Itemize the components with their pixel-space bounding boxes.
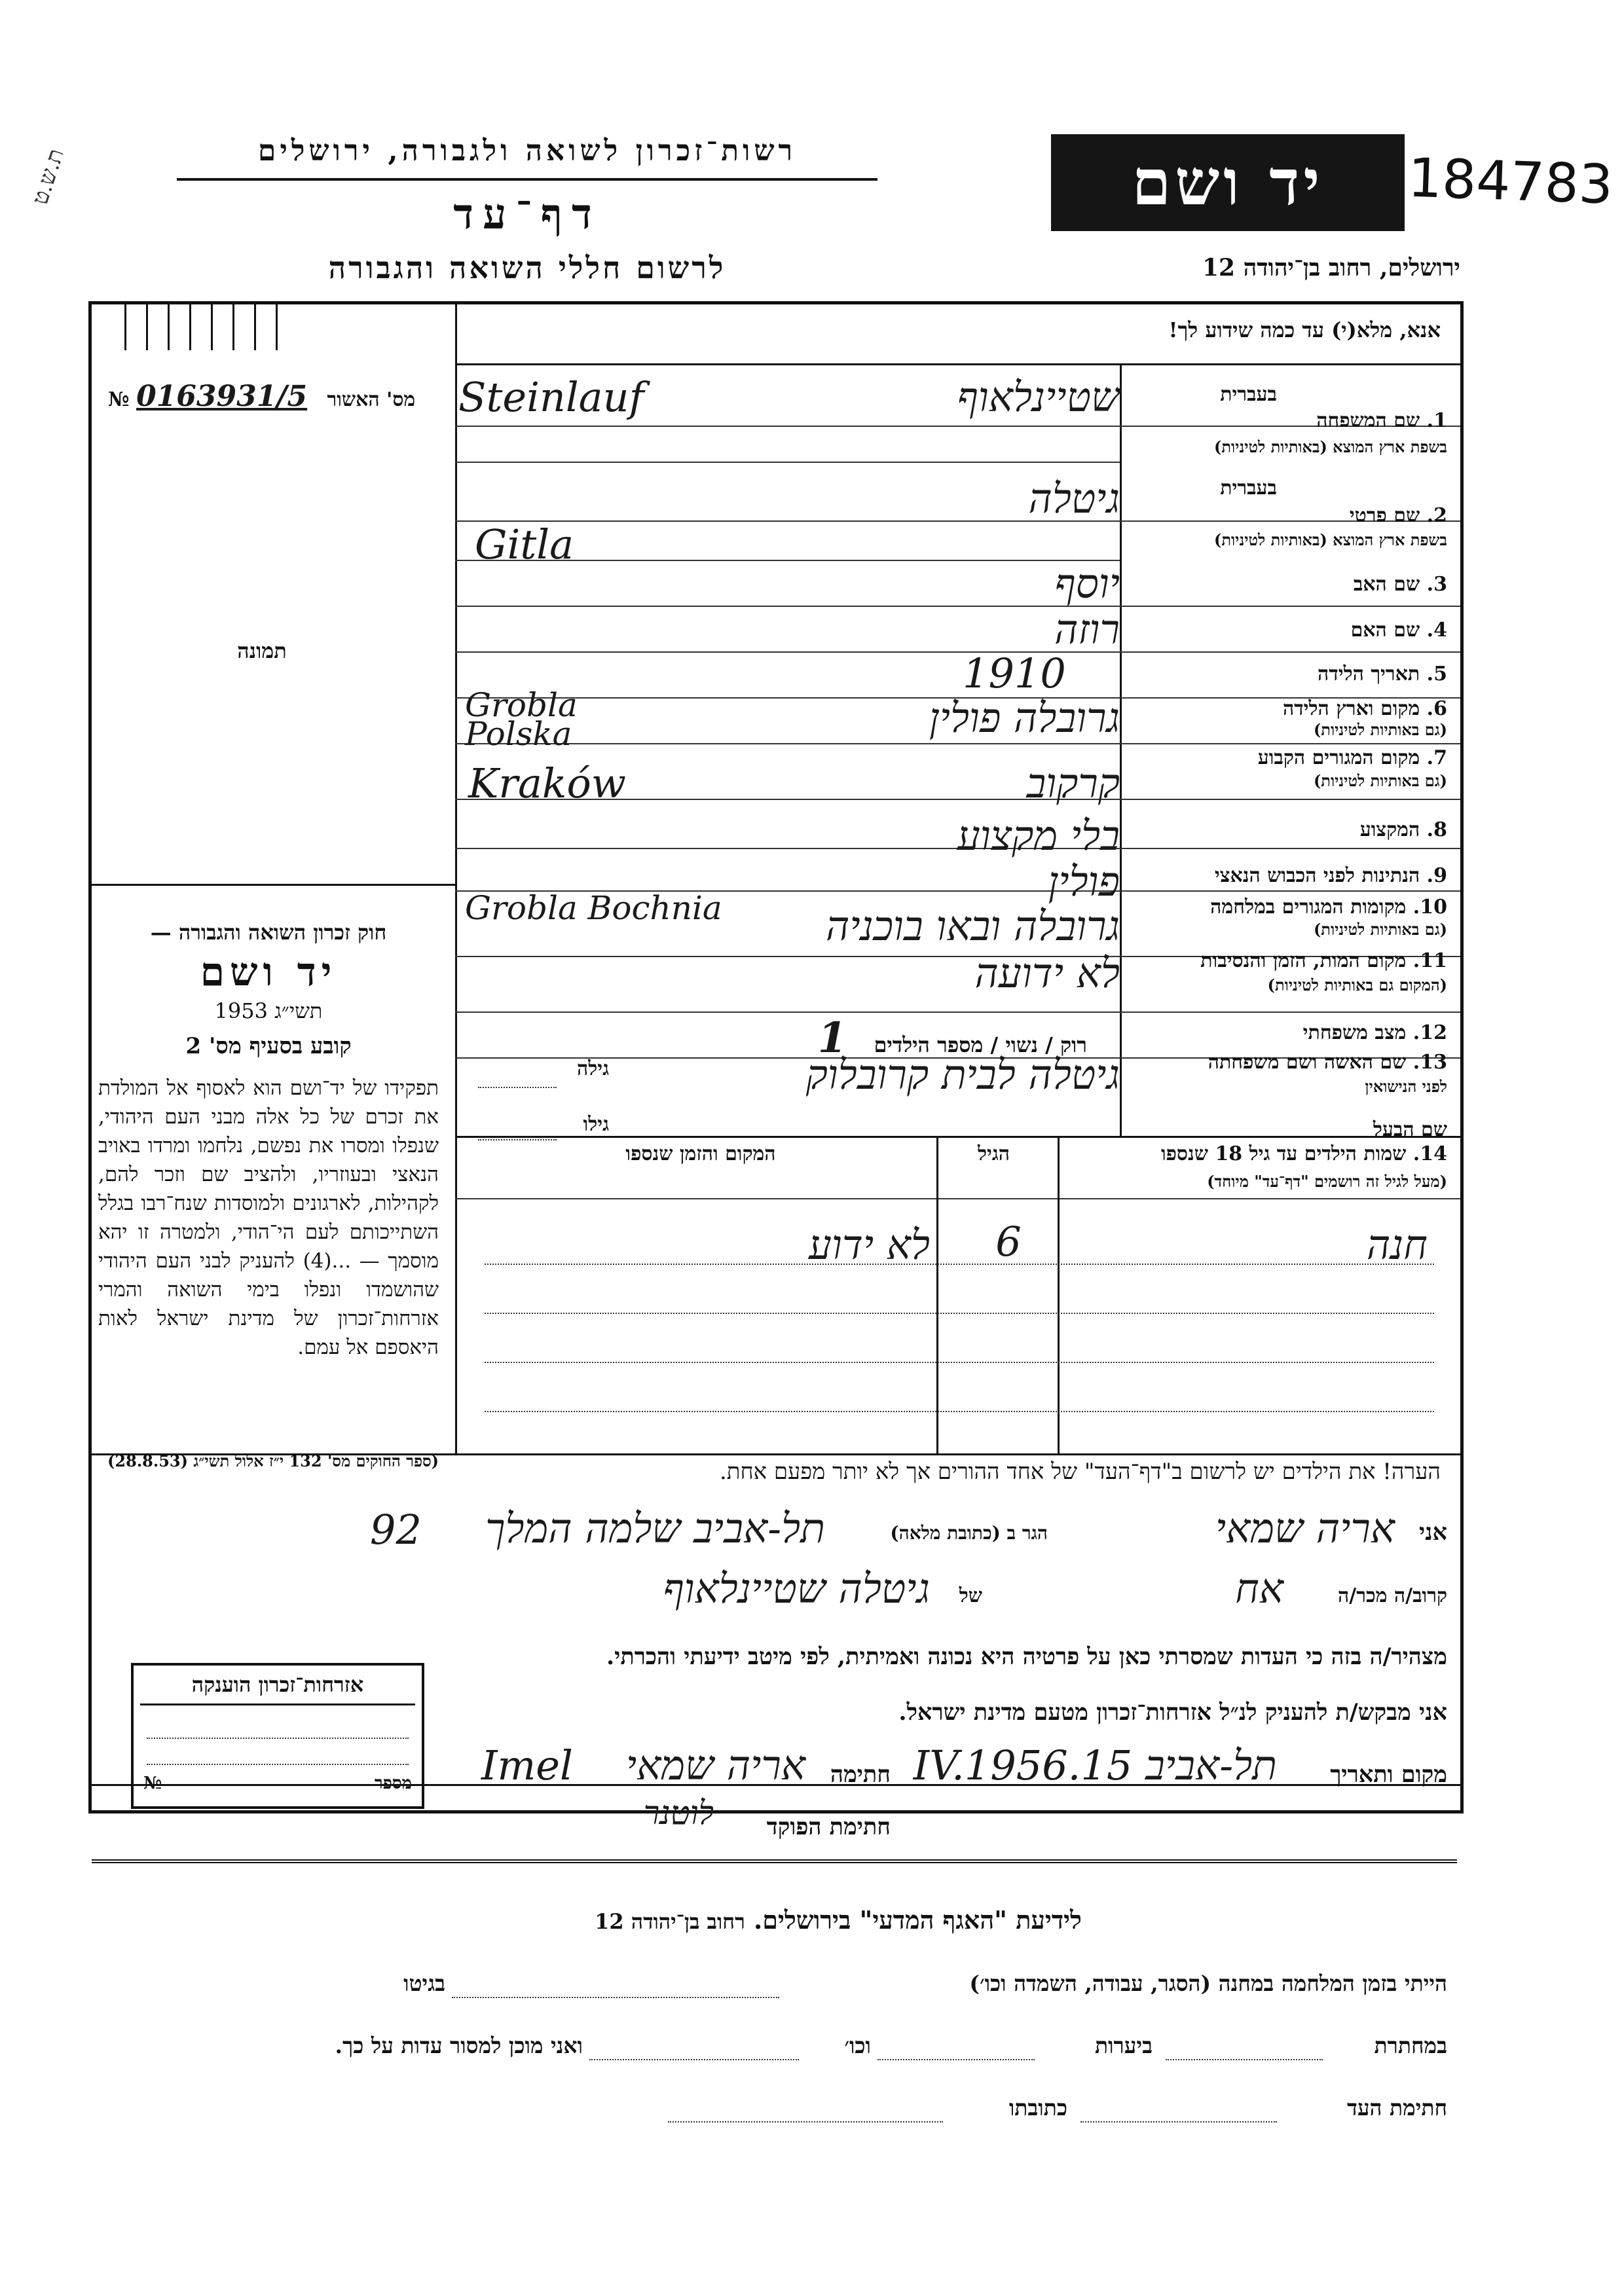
law-name: יד ושם — [200, 949, 337, 995]
approval-label: מס' האשור — [327, 388, 416, 411]
law-year-number: 1953 — [214, 998, 268, 1023]
f4-value: רוזה — [1054, 606, 1120, 653]
approval-value: 0163931/5 — [136, 380, 308, 413]
f3-label: 3. שם האב — [1353, 573, 1447, 596]
organization-name: רשות־זכרון לשואה ולגבורה, ירושלים — [257, 134, 797, 168]
officer-value: לוטנר — [643, 1794, 714, 1832]
children-row-line — [485, 1411, 1434, 1412]
witness-name: אריה שמאי — [1215, 1504, 1395, 1552]
code-boxes — [105, 304, 278, 357]
f10-note: (גם באותיות לטיניות) — [1313, 920, 1447, 939]
footer-line1: הייתי בזמן המלחמה במחנה (הסגר, עבודה, השמדה וכו׳) — [969, 1971, 1447, 1996]
f13-age-line — [478, 1087, 557, 1088]
instructions-text: אנא, מלא(י) עד כמה שידוע לך! — [1168, 318, 1441, 342]
footer-forests: ביערות — [1094, 2033, 1153, 2058]
children-header-rule — [455, 1198, 1460, 1199]
f7-value-latin: Kraków — [468, 759, 626, 807]
signature-mark: Imel — [481, 1741, 573, 1789]
footer-title-text: לידיעת "האגף המדעי" בירושלים. — [754, 1905, 1082, 1935]
footer-camp-line — [452, 1997, 779, 1998]
law-text: תפקידו של יד־ושם הוא לאסוף אל המולדת את זכרם של כל אלה מבני העם היהודי, שנפלו ומסרו את נפשם, נלחמו ומרדו באויב הנאצי ובעוזריו, ולהציב שם וזכר להם, לקהילות, לארגונים ולמוסדות שנח־רבו בגלל השתייכותם לעם הי־הודי, ולמטרה זו יהא מוסמך — ...(4) להעניק לבני העם היהודי שהושמדו ונפלו בימי השואה והמרי אזרחות־זכרון של מדינת ישראל לאות היאספם אל עמם. — [98, 1076, 439, 1359]
footer-address: רחוב בן־יהודה 12 — [595, 1909, 745, 1934]
footer-separator — [92, 1859, 1457, 1863]
registration-number: 184783 — [1407, 147, 1614, 217]
f12-options: רוק / נשוי / מספר הילדים — [874, 1032, 1087, 1057]
witness-of-value: גיטלה שטיינלאוף — [663, 1565, 930, 1613]
signature-label: חתימה — [830, 1761, 891, 1788]
f6-note: (גם באותיות לטיניות) — [1313, 720, 1447, 739]
citizenship-title: אזרחות־זכרון הוענקה — [140, 1672, 415, 1705]
f13-value: גיטלה לבית קרובלוק — [805, 1051, 1120, 1099]
footer-underground-line — [1166, 2059, 1323, 2060]
children-col-divider — [1058, 1136, 1060, 1453]
f1-value-hebrew: שטיינלאוף — [957, 373, 1120, 421]
husband-age-line — [478, 1139, 557, 1140]
footer-etc-line — [589, 2059, 799, 2060]
f14-note: (מעל לגיל זה רושמים "דף־עד" מיוחד) — [1207, 1172, 1447, 1191]
witness-ani: אני — [1418, 1519, 1447, 1546]
husband-label: שם הבעל — [1373, 1118, 1447, 1141]
f2-ivrit-label: בעברית — [1220, 477, 1277, 500]
f3-value: יוסף — [1054, 560, 1120, 608]
f2-label: 2. שם פרטי — [1349, 504, 1447, 527]
witness-relation-label: קרוב/ה מכר/ה — [1338, 1584, 1447, 1607]
f7-label: 7. מקום המגורים הקבוע — [1257, 746, 1447, 769]
photo-label: תמונה — [237, 638, 287, 663]
f4-label: 4. שם האם — [1350, 619, 1447, 642]
f10-label: 10. מקומות המגורים במלחמה — [1210, 896, 1447, 919]
children-row-line — [485, 1313, 1434, 1314]
witness-declaration: מצהיר/ה בזה כי העדות שמסרתי כאן על פרטיה היא נכונה ואמיתית, לפי מיטב ידיעתי והכרתי. — [606, 1643, 1447, 1670]
f1-label: 1. שם המשפחה — [1316, 409, 1447, 432]
witness-address: תל-אביב שלמה המלך — [485, 1504, 825, 1552]
footer-ghetto: בגיטו — [403, 1971, 445, 1996]
citizenship-box — [131, 1663, 424, 1809]
law-section: קובע בסעיף מס' 2 — [185, 1033, 352, 1059]
citizenship-number-label: מספר — [374, 1774, 412, 1793]
law-source: (ספר החוקים מס' 132 י״ז אלול תשי״ג (28.8.53) — [107, 1451, 439, 1470]
husband-age-label: גילו — [583, 1113, 609, 1136]
row-rule — [455, 1011, 1460, 1013]
row-rule — [455, 462, 1120, 463]
witness-relation-value: אח — [1235, 1565, 1283, 1613]
photo-box-bottom — [92, 884, 455, 886]
header-address: ירושלים, רחוב בן־יהודה 12 — [1202, 254, 1460, 282]
f6-value-hebrew: גרובלה פולין — [929, 694, 1120, 742]
f2-note: בשפת ארץ המוצא (באותיות לטיניות) — [1214, 530, 1447, 549]
instructions-rule — [455, 363, 1460, 365]
approval-number — [108, 380, 435, 413]
f1-ivrit-label: בעברית — [1220, 383, 1277, 406]
f12-value: 1 — [817, 1013, 847, 1063]
law-title: חוק זכרון השואה והגבורה — — [150, 920, 387, 945]
footer-title — [498, 1905, 1179, 1935]
law-year-hebrew: תשי״ג — [274, 998, 323, 1023]
f7-note: (גם באותיות לטיניות) — [1313, 771, 1447, 790]
left-column-divider — [455, 304, 457, 1453]
f11-note: (המקום גם באותיות לטיניות) — [1267, 975, 1447, 994]
f6-label: 6. מקום וארץ הלידה — [1282, 697, 1447, 720]
f13-note: לפני הנישואין — [1365, 1077, 1447, 1096]
citizenship-line — [147, 1738, 409, 1739]
footer-forests-line — [877, 2059, 1035, 2060]
footer-address-label: כתובתו — [1008, 2095, 1067, 2121]
f11-value: לא ידועה — [974, 949, 1120, 997]
footer-signature-line — [1080, 2121, 1277, 2123]
law-year — [98, 998, 439, 1023]
f13-label: 13. שם האשה ושם משפחתה — [1208, 1051, 1447, 1074]
f8-value: בלי מקצוע — [957, 812, 1120, 860]
side-stamp: ת.ש.ט — [27, 145, 69, 208]
footer-etc: וכו׳ — [844, 2033, 871, 2058]
child-place: לא ידוע — [808, 1221, 930, 1269]
place-date-value: תל-אביב 15.IV.1956 — [913, 1741, 1277, 1789]
children-col-divider — [936, 1136, 938, 1453]
f5-label: 5. תאריך הלידה — [1318, 663, 1447, 685]
f14-col-place: המקום והזמן שנספו — [625, 1142, 776, 1165]
f9-value: פולין — [1048, 858, 1120, 905]
place-date-label: מקום ותאריך — [1330, 1761, 1447, 1788]
citizenship-number-prefix: № — [143, 1774, 162, 1793]
f11-label: 11. מקום המות, הזמן והנסיבות — [1200, 949, 1447, 972]
remark-note: הערה! את הילדים יש לרשום ב"דף־העד" של אחד ההורים אך לא יותר מפעם אחת. — [719, 1459, 1441, 1485]
f14-col-age: הגיל — [977, 1142, 1010, 1165]
signature-name: אריה שמאי — [625, 1741, 805, 1789]
citizenship-number — [143, 1774, 412, 1793]
f12-label: 12. מצב משפחתי — [1302, 1021, 1447, 1044]
form-title: דף־עד — [453, 190, 601, 239]
f2-value-hebrew: גיטלה — [1028, 475, 1120, 522]
f8-label: 8. המקצוע — [1359, 818, 1447, 841]
number-prefix: № — [108, 388, 130, 411]
f14-label: 14. שמות הילדים עד גיל 18 שנספו — [1160, 1142, 1447, 1165]
f6-value-latin: Grobla Polska — [465, 686, 578, 753]
f7-value-hebrew: קרקוב — [1026, 759, 1120, 807]
witness-of-label: של — [959, 1584, 982, 1607]
child-name: חנה — [1366, 1221, 1428, 1269]
f1-note: בשפת ארץ המוצא (באותיות לטיניות) — [1214, 437, 1447, 456]
form-subtitle: לרשום חללי השואה והגבורה — [328, 250, 726, 285]
f10-value-latin: Grobla Bochnia — [465, 889, 722, 927]
witness-request: אני מבקש/ת להעניק לנ״ל אזרחות־זכרון מטעם מדינת ישראל. — [898, 1699, 1447, 1726]
f2-value-latin: Gitla — [475, 520, 574, 568]
children-row-line — [485, 1362, 1434, 1363]
officer-label: חתימת הפוקד — [766, 1813, 891, 1840]
footer-address-line — [668, 2121, 943, 2123]
footer-willing: ואני מוכן למסור עדות על כך. — [335, 2033, 583, 2058]
footer-signature: חתימת העד — [1346, 2095, 1447, 2121]
f13-age-label: גילה — [576, 1057, 609, 1080]
f5-value: 1910 — [963, 649, 1066, 697]
f9-label: 9. הנתינות לפני הכבוש הנאצי — [1214, 864, 1447, 887]
child-age: 6 — [995, 1218, 1022, 1266]
header-rule — [177, 178, 877, 181]
footer-underground: במחתרת — [1374, 2033, 1447, 2058]
f1-value-latin: Steinlauf — [458, 373, 644, 421]
citizenship-line — [147, 1764, 409, 1765]
witness-house-number: 92 — [370, 1506, 422, 1554]
yad-vashem-logo: יד ושם — [1051, 134, 1405, 231]
witness-residing-label: הגר ב (כתובת מלאה) — [890, 1522, 1048, 1544]
f10-value-hebrew: גרובלה ובאו בוכניה — [825, 902, 1120, 950]
